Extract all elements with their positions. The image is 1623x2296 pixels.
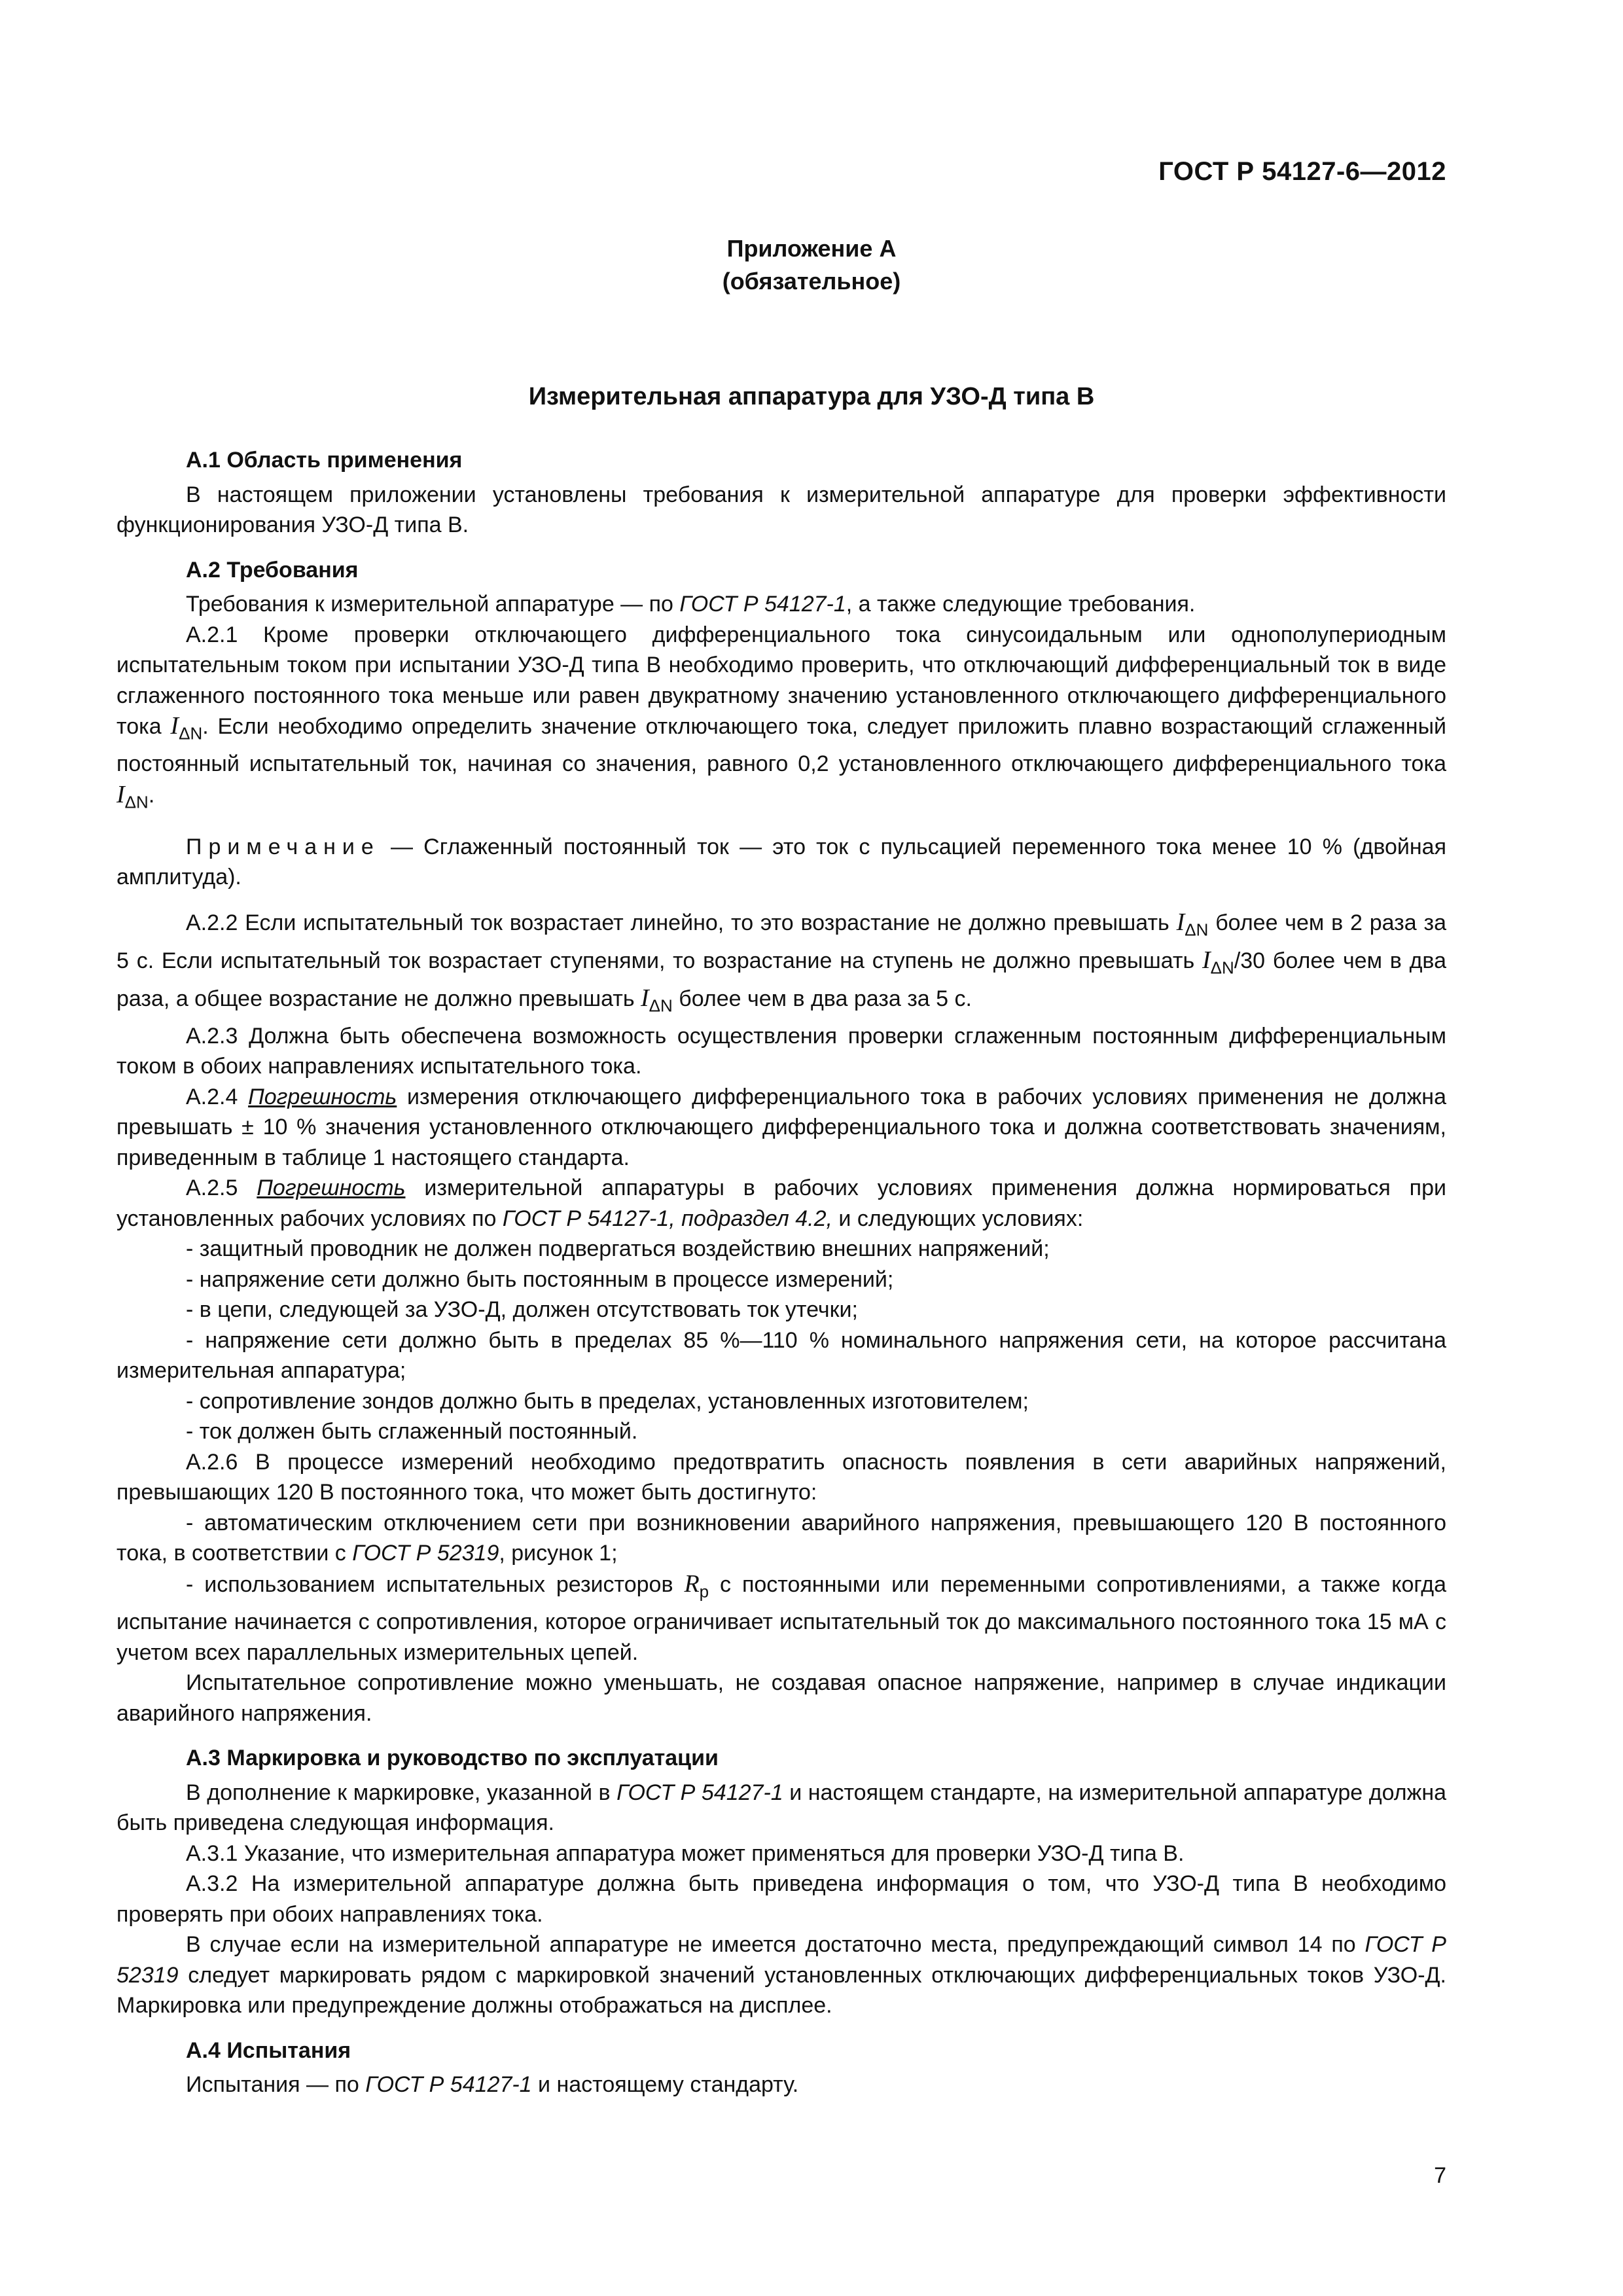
term-accuracy: Погрешность	[257, 1175, 406, 1201]
paragraph-a2-2: А.2.2 Если испытательный ток возрастает линейно, то это возрастание не должно превышать $I_{\Delta N}$ более чем в 2 раза за 5 с. Если испытательный ток возрастает ступенями, то возрастание на ступень не должно превышать $I_{\Delta N}/30$ более чем в два раза, а общее возрастание не должно превышать $I_{\Delta N}$ более чем в два раза за 5 с.	[116, 908, 1446, 1016]
list-item: - напряжение сети должно быть в пределах 85 %—110 % номинального напряжения сети, на которое рассчитана измерительная аппаратура;	[116, 1327, 1446, 1384]
note-a2-1: Примечание — Сглаженный постоянный ток — это ток с пульсацией переменного тока менее 10 % (двойная амплитуда).	[116, 834, 1446, 890]
paragraph-a3-1: А.3.1 Указание, что измерительная аппаратура может применяться для проверки УЗО-Д типа B.	[186, 1840, 1185, 1866]
annex-status: (обязательное)	[722, 268, 901, 295]
section-heading-a1: А.1 Область применения	[186, 448, 463, 473]
page-number: 7	[1434, 2163, 1446, 2188]
symbol-i-delta-n: $I_{\Delta N}$	[1176, 908, 1209, 940]
symbol-i-delta-n: $I_{\Delta N}$	[170, 712, 203, 744]
document-body	[116, 445, 1446, 2100]
annex-label: Приложение А	[726, 235, 897, 262]
paragraph-a2-6: А.2.6 В процессе измерений необходимо предотвратить опасность появления в сети аварийных напряжений, превышающих 120 В постоянного тока, что может быть достигнуто:	[116, 1449, 1446, 1505]
term-accuracy: Погрешность	[248, 1084, 397, 1109]
paragraph-a2-3: А.2.3 Должна быть обеспечена возможность осуществления проверки сглаженным постоянным дифференциальным током в обоих направлениях испытательного тока.	[116, 1023, 1446, 1079]
paragraph-a3-tail: В случае если на измерительной аппаратуре не имеется достаточно места, предупреждающий символ 14 по ГОСТ Р 52319 следует маркировать рядом с маркировкой значений установленных отключающих дифференциальных токов УЗО-Д. Маркировка или предупреждение должны отображаться на дисплее.	[116, 1932, 1446, 2018]
list-item: - использованием испытательных резисторов $R_p$ с постоянными или переменными сопротивлениями, а также когда испытание начинается с сопротивления, которое ограничивает испытательный ток до максимального постоянного тока 15 мА с учетом всех параллельных измерительных цепей.	[116, 1570, 1446, 1665]
symbol-i-delta-n: $I_{\Delta N}$	[116, 780, 149, 812]
paragraph-a2-intro: Требования к измерительной аппаратуре — по ГОСТ Р 54127-1, а также следующие требования.	[186, 592, 1196, 617]
paragraph-a1: В настоящем приложении установлены требования к измерительной аппаратуре для проверки эффективности функционирования УЗО-Д типа B.	[116, 482, 1446, 537]
paragraph-a2-6-tail: Испытательное сопротивление можно уменьшать, не создавая опасное напряжение, например в случае индикации аварийного напряжения.	[116, 1670, 1446, 1726]
note-label: Примечание	[186, 834, 380, 859]
section-heading-a3: А.3 Маркировка и руководство по эксплуатации	[186, 1746, 719, 1771]
annex-header	[0, 232, 1623, 298]
reference-link: ГОСТ Р 54127-1	[616, 1780, 783, 1805]
list-item: - автоматическим отключением сети при возникновении аварийного напряжения, превышающего 120 В постоянного тока, в соответствии с ГОСТ Р 52319, рисунок 1;	[116, 1510, 1446, 1566]
annex-title: Измерительная аппаратура для УЗО-Д типа B	[528, 383, 1095, 410]
list-item: - в цепи, следующей за УЗО-Д, должен отсутствовать ток утечки;	[186, 1297, 858, 1323]
list-item: - ток должен быть сглаженный постоянный.	[186, 1419, 638, 1444]
reference-link: ГОСТ Р 54127-1	[679, 592, 846, 617]
reference-link: ГОСТ Р 52319	[116, 1932, 1446, 1988]
list-item: - защитный проводник не должен подвергаться воздействию внешних напряжений;	[186, 1236, 1050, 1262]
symbol-i-delta-n: $I_{\Delta N}$	[1202, 946, 1234, 978]
paragraph-a4: Испытания — по ГОСТ Р 54127-1 и настоящему стандарту.	[186, 2072, 799, 2098]
paragraph-a2-5: А.2.5 Погрешность измерительной аппаратуры в рабочих условиях применения должна нормироваться при установленных рабочих условиях по ГОСТ Р 54127-1, подраздел 4.2, и следующих условиях:	[116, 1175, 1446, 1231]
section-heading-a2: А.2 Требования	[186, 557, 359, 583]
reference-link: ГОСТ Р 54127-1, подраздел 4.2,	[502, 1206, 832, 1231]
reference-link: ГОСТ Р 54127-1	[365, 2072, 532, 2098]
list-item: - напряжение сети должно быть постоянным в процессе измерений;	[186, 1266, 894, 1292]
list-item: - сопротивление зондов должно быть в пределах, установленных изготовителем;	[186, 1388, 1029, 1414]
paragraph-a3-intro: В дополнение к маркировке, указанной в ГОСТ Р 54127-1 и настоящем стандарте, на измерительной аппаратуре должна быть приведена следующая информация.	[116, 1780, 1447, 1836]
paragraph-a3-2: А.3.2 На измерительной аппаратуре должна быть приведена информация о том, что УЗО-Д типа B необходимо проверять при обоих направлениях тока.	[116, 1871, 1446, 1927]
section-heading-a4: А.4 Испытания	[186, 2037, 351, 2063]
symbol-r-p: $R_p$	[684, 1570, 709, 1602]
standard-id: ГОСТ Р 54127-6—2012	[1158, 157, 1446, 186]
reference-link: ГОСТ Р 52319	[352, 1541, 499, 1566]
symbol-i-delta-n: $I_{\Delta N}$	[641, 984, 673, 1016]
paragraph-a2-1: А.2.1 Кроме проверки отключающего дифференциального тока синусоидальным или однополупериодным испытательным током при испытании УЗО-Д типа B необходимо проверить, что отключающий дифференциальный ток в виде сглаженного постоянного тока меньше или равен двукратному значению установленного отключающего дифференциального тока $I_{\Delta N}$. Если необходимо определить значение отключающего тока, следует приложить плавно возрастающий сглаженный постоянный испытательный ток, начиная со значения, равного 0,2 установленного отключающего дифференциального тока $I_{\Delta N}$.	[116, 622, 1447, 812]
paragraph-a2-4: А.2.4 Погрешность измерения отключающего дифференциального тока в рабочих условиях применения не должна превышать ± 10 % значения установленного отключающего дифференциального тока и должна соответствовать значениям, приведенным в таблице 1 настоящего стандарта.	[116, 1084, 1446, 1170]
